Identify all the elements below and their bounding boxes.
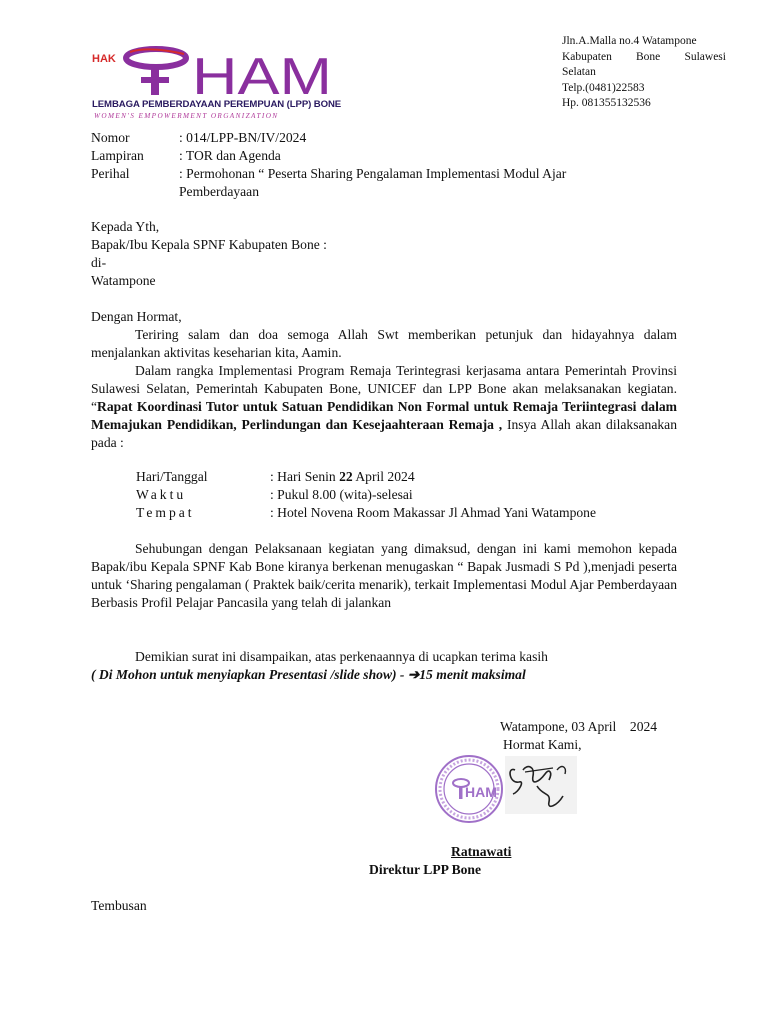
event-detail-label: Waktu [136, 487, 187, 502]
event-detail-label: Tempat [136, 505, 195, 520]
organization-stamp [433, 753, 505, 830]
opening-paragraph: Teriring salam dan doa semoga Allah Swt memberikan petunjuk dan hidayahnya dalam menjalankan aktivitas keseharian kita, Aamin. [91, 327, 677, 360]
recipient-line: Kepada Yth, [91, 219, 160, 234]
reference-label: Lampiran [91, 148, 144, 163]
place-date: Watampone, 03 April 2024 [500, 719, 658, 734]
handwritten-signature [505, 756, 577, 819]
event-date-day: 22 [339, 469, 353, 484]
event-intro: Dalam rangka Implementasi Program Remaja Terintegrasi kerjasama antara Pemerintah Provinsi Sulawesi Selatan, Pemerintah Kabupaten Bone, UNICEF dan LPP Bone akan melaksanakan kegiatan. “ [91, 363, 677, 414]
reference-label: Nomor [91, 130, 130, 145]
recipient-block [91, 218, 327, 290]
address-province: Selatan [562, 66, 596, 78]
reference-number-row [91, 129, 691, 147]
attachment-value: : TOR dan Agenda [179, 148, 281, 163]
carbon-copy-label: Tembusan [91, 898, 147, 913]
event-outro: Insya Allah akan dilaksanakan pada : [91, 417, 677, 450]
logo-small-word: HAK [92, 53, 116, 65]
event-date-row [136, 468, 696, 486]
closing-regards: Hormat Kami, [503, 737, 582, 752]
recipient-line: di- [91, 255, 107, 270]
presentation-note-text: 15 menit maksimal [419, 667, 526, 682]
logo-main-word: HAM [192, 48, 332, 98]
reference-label: Perihal [91, 166, 130, 181]
event-title: Rapat Koordinasi Tutor untuk Satuan Pendidikan Non Formal untuk Remaja Teriintegrasi dalam Memajukan Pendidikan, Perlindungan dan Kesejaahteraan Remaja , [91, 399, 677, 432]
stamp-icon [433, 753, 505, 825]
address-region-part: Bone [636, 50, 661, 63]
event-detail-label: Hari/Tanggal [136, 469, 208, 484]
event-date [270, 468, 415, 486]
event-date-part: : Hari Senin [270, 469, 340, 484]
event-paragraph [91, 362, 677, 452]
subject-line: : Permohonan “ Peserta Sharing Pengalaman Implementasi Modul Ajar [179, 166, 567, 181]
subject-row [91, 165, 691, 201]
event-time: : Pukul 8.00 (wita)-selesai [270, 487, 413, 502]
address-region-part: Kabupaten [562, 50, 612, 63]
closing-thanks: Demikian surat ini disampaikan, atas perkenaannya di ucapkan terima kasih [135, 649, 548, 664]
address-region-part: Sulawesi [684, 50, 726, 63]
reference-number: : 014/LPP-BN/IV/2024 [179, 130, 307, 145]
event-details [136, 468, 696, 522]
signer-name: Ratnawati [451, 844, 512, 859]
recipient-line: Watampone [91, 273, 156, 288]
greeting: Dengan Hormat, [91, 309, 182, 324]
subject-value [179, 165, 691, 201]
event-time-row [136, 486, 696, 504]
organization-logo [88, 44, 342, 120]
presentation-note-text: ( Di Mohon untuk menyiapkan Presentasi /slide show) - [91, 667, 408, 682]
address-phone: Telp.(0481)22583 [562, 81, 645, 94]
request-paragraph: Sehubungan dengan Pelaksanaan kegiatan yang dimaksud, dengan ini kami memohon kepada Bapak/ibu Kepala SPNF Kab Bone kiranya berkenan menugaskan “ Bapak Jusmadi S Pd ),menjadi peserta untuk ‘Sharing pengalaman ( Praktek baik/cerita menarik), terkait Implementasi Modul Ajar Pemberdayaan Berbasis Profil Pelajar Pancasila yang telah di jalankan [91, 541, 677, 610]
attachment-row [91, 147, 691, 165]
organization-address [562, 34, 726, 112]
address-region [562, 50, 726, 66]
subject-line: Pemberdayaan [179, 184, 260, 199]
address-mobile: Hp. 081355132536 [562, 97, 651, 109]
organization-name: LEMBAGA PEMBERDAYAAN PEREMPUAN (LPP) BONE [92, 99, 342, 110]
signature-icon [505, 756, 577, 814]
event-place-row [136, 504, 696, 522]
closing-block [91, 648, 677, 684]
recipient-line: Bapak/Ibu Kepala SPNF Kabupaten Bone : [91, 237, 327, 252]
request-block [91, 540, 677, 612]
organization-tagline: WOMEN'S EMPOWERMENT ORGANIZATION [94, 112, 279, 120]
presentation-note [91, 666, 677, 684]
stamp-text: HAM [465, 784, 497, 800]
letter-reference-block [91, 129, 691, 201]
signer-title: Direktur LPP Bone [369, 862, 482, 877]
event-date-part: April 2024 [352, 469, 415, 484]
arrow-right-icon: ➔ [407, 667, 420, 682]
letter-body [91, 308, 677, 452]
ham-logo-icon [88, 44, 338, 98]
address-street: Jln.A.Malla no.4 Watampone [562, 35, 697, 47]
event-place: : Hotel Novena Room Makassar Jl Ahmad Yani Watampone [270, 505, 596, 520]
